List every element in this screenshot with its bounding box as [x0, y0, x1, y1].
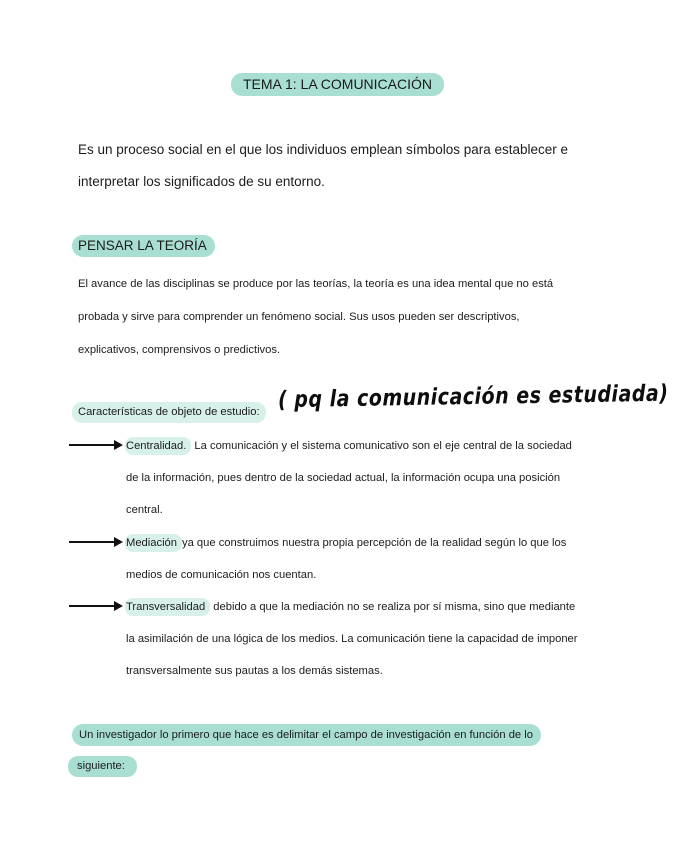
- list-item-transversalidad: [126, 598, 575, 616]
- section-heading-theory: PENSAR LA TEORÍA: [72, 235, 215, 257]
- item-line: medios de comunicación nos cuentan.: [126, 569, 317, 581]
- page-title: TEMA 1: LA COMUNICACIÓN: [231, 73, 444, 96]
- list-item-centralidad: [126, 437, 572, 455]
- handwritten-note: ( pq la comunicación es estudiada): [277, 380, 669, 414]
- item-text: La comunicación y el sistema comunicativo son el eje central de la sociedad: [191, 440, 572, 452]
- term-highlight: Mediación: [125, 534, 182, 552]
- arrow-icon: [69, 440, 125, 450]
- theory-line-2: probada y sirve para comprender un fenómeno social. Sus usos pueden ser descriptivos,: [78, 311, 520, 323]
- research-line-2: siguiente:: [68, 756, 137, 777]
- item-line: central.: [126, 504, 163, 516]
- item-line: transversalmente sus pautas a los demás sistemas.: [126, 665, 383, 677]
- intro-line-2: interpretar los significados de su entorno.: [78, 174, 325, 189]
- list-item-mediacion: [126, 534, 566, 552]
- term-highlight: Centralidad.: [125, 437, 191, 455]
- arrow-icon: [69, 601, 125, 611]
- item-text: ya que construimos nuestra propia percepción de la realidad según lo que los: [182, 537, 567, 549]
- item-line: de la información, pues dentro de la sociedad actual, la información ocupa una posición: [126, 472, 561, 484]
- intro-line-1: Es un proceso social en el que los individuos emplean símbolos para establecer e: [78, 142, 569, 157]
- term-highlight: Transversalidad: [125, 598, 210, 616]
- research-line-1: Un investigador lo primero que hace es delimitar el campo de investigación en función de lo: [72, 724, 541, 746]
- theory-line-1: El avance de las disciplinas se produce por las teorías, la teoría es una idea mental que no está: [78, 278, 554, 290]
- item-line: la asimilación de una lógica de los medios. La comunicación tiene la capacidad de imponer: [126, 633, 578, 645]
- section-heading-characteristics: Características de objeto de estudio:: [72, 402, 266, 423]
- item-text: debido a que la mediación no se realiza por sí misma, sino que mediante: [210, 601, 576, 613]
- arrow-icon: [69, 537, 125, 547]
- theory-line-3: explicativos, comprensivos o predictivos.: [78, 344, 281, 356]
